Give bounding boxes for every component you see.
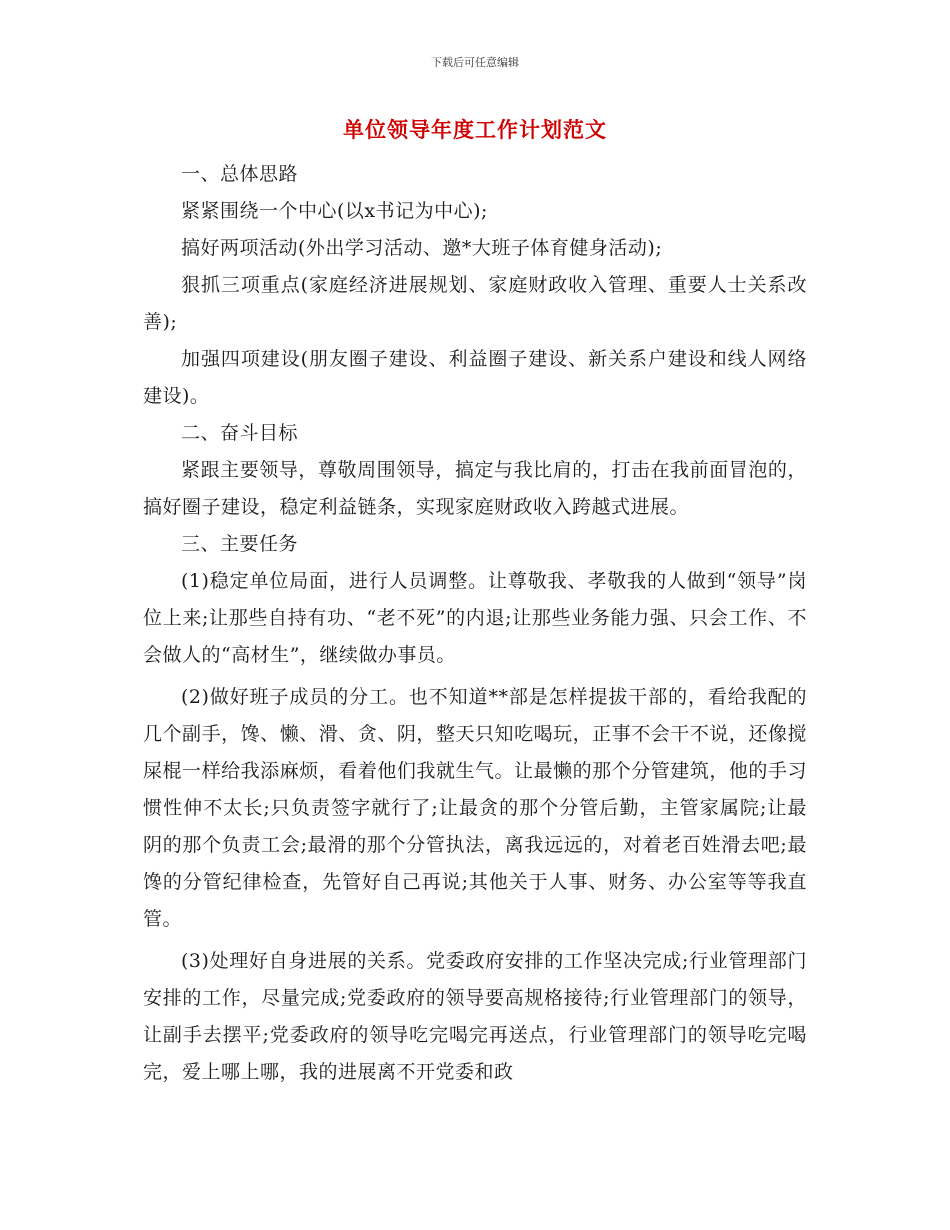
section-heading-overall-approach: 一、总体思路 — [181, 163, 299, 185]
paragraph-task-2: (2)做好班子成员的分工。也不知道**部是怎样提拔干部的，看给我配的几个副手，馋、懒、滑、贪、阴，整天只知吃喝玩，正事不会干不说，还像搅屎棍一样给我添麻烦，看着他们我就生气。让最懒的那个分管建筑，他的手习惯性伸不太长;只负责签字就行了;让最贪的那个分管后勤，主管家属院;让最阴的那个负责工会;最滑的那个分管执法，离我远远的，对着老百姓滑去吧;最馋的分管纪律检查，先管好自己再说;其他关于人事、财务、办公室等等我直管。 — [143, 686, 807, 930]
section-heading-goals: 二、奋斗目标 — [181, 422, 299, 444]
page-header-note: 下载后可任意编辑 — [431, 56, 519, 69]
paragraph-task-1: (1)稳定单位局面，进行人员调整。让尊敬我、孝敬我的人做到“领导”岗位上来;让那些自持有功、“老不死”的内退;让那些业务能力强、只会工作、不会做人的“高材生”，继续做办事员。 — [143, 570, 807, 666]
section-heading-main-tasks: 三、主要任务 — [181, 533, 299, 555]
paragraph-two-activities: 搞好两项活动(外出学习活动、邀*大班子体育健身活动); — [181, 237, 663, 259]
paragraph-three-priorities: 狠抓三项重点(家庭经济进展规划、家庭财政收入管理、重要人士关系改善); — [143, 274, 807, 333]
paragraph-task-3: (3)处理好自身进展的关系。党委政府安排的工作坚决完成;行业管理部门安排的工作，尽量完成;党委政府的领导要高规格接待;行业管理部门的领导，让副手去摆平;党委政府的领导吃完喝完再送点，行业管理部门的领导吃完喝完，爱上哪上哪，我的进展离不开党委和政 — [143, 950, 807, 1083]
document-body — [143, 156, 807, 1091]
paragraph-four-constructions: 加强四项建设(朋友圈子建设、利益圈子建设、新关系户建设和线人网络建设)。 — [143, 348, 807, 407]
paragraph-goals: 紧跟主要领导，尊敬周围领导，搞定与我比肩的，打击在我前面冒泡的，搞好圈子建设，稳定利益链条，实现家庭财政收入跨越式进展。 — [143, 459, 807, 518]
document-title: 单位领导年度工作计划范文 — [343, 117, 607, 142]
paragraph-one-center: 紧紧围绕一个中心(以x书记为中心); — [181, 200, 488, 222]
